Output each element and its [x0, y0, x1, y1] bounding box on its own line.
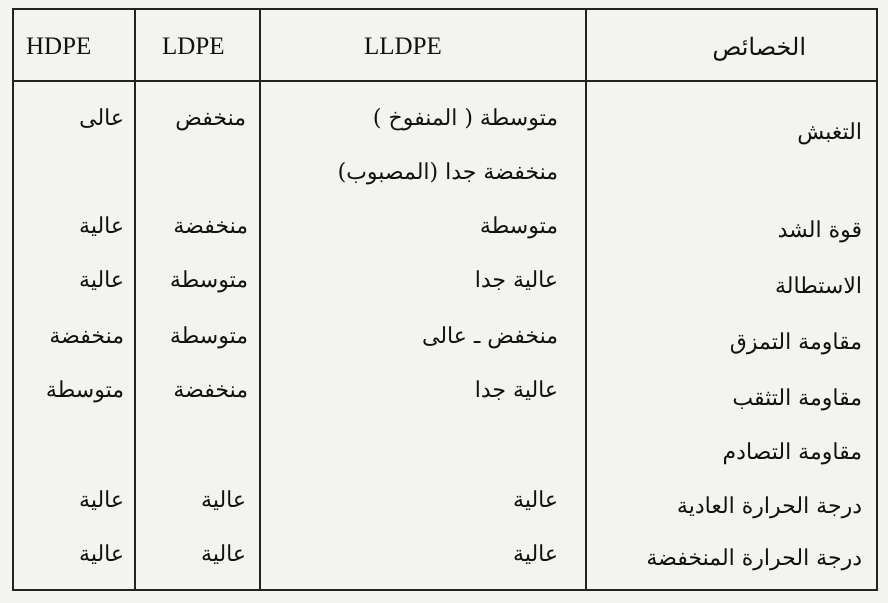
- table-cell-ldpe: متوسطة: [169, 268, 248, 293]
- table-cell-lldpe: عالية: [513, 488, 558, 513]
- table-cell-property: درجة الحرارة العادية: [676, 494, 862, 519]
- table-cell-ldpe: عالية: [201, 488, 246, 513]
- table-cell-lldpe: عالية جدا: [474, 378, 558, 403]
- table-cell-ldpe: متوسطة: [169, 324, 248, 349]
- header-lldpe: LLDPE: [364, 33, 442, 60]
- table-cell-property: التغبش: [797, 120, 862, 145]
- properties-table: [12, 8, 878, 591]
- column-divider: [134, 10, 136, 589]
- table-cell-lldpe: متوسطة ( المنفوخ ): [372, 106, 558, 131]
- table-cell-lldpe: منخفض ـ عالى: [421, 324, 558, 349]
- table-cell-property: مقاومة التصادم: [722, 440, 862, 465]
- table-cell-lldpe: عالية جدا: [474, 268, 558, 293]
- table-cell-ldpe: عالية: [201, 542, 246, 567]
- column-divider: [585, 10, 587, 589]
- table-cell-property: الاستطالة: [775, 274, 862, 299]
- header-hdpe: HDPE: [26, 33, 92, 60]
- table-cell-property: درجة الحرارة المنخفضة: [646, 546, 862, 571]
- table-cell-property: قوة الشد: [777, 218, 862, 243]
- header-ldpe: LDPE: [162, 33, 225, 60]
- header-property: الخصائص: [712, 33, 806, 61]
- table-cell-ldpe: منخفضة: [173, 378, 248, 403]
- table-cell-property: مقاومة التثقب: [732, 386, 862, 411]
- column-divider: [259, 10, 261, 589]
- table-cell-property: مقاومة التمزق: [729, 330, 862, 355]
- table-cell-lldpe: عالية: [513, 542, 558, 567]
- header-divider: [14, 80, 876, 82]
- table-cell-hdpe: متوسطة: [45, 378, 124, 403]
- table-cell-hdpe: عالية: [79, 542, 124, 567]
- table-cell-ldpe: منخفضة: [173, 214, 248, 239]
- table-cell-hdpe: عالى: [79, 106, 124, 131]
- table-cell-hdpe: عالية: [79, 214, 124, 239]
- table-cell-ldpe: منخفض: [175, 106, 246, 131]
- table-cell-lldpe: متوسطة: [479, 214, 558, 239]
- table-cell-hdpe: منخفضة: [49, 324, 124, 349]
- table-cell-hdpe: عالية: [79, 488, 124, 513]
- table-cell-lldpe: منخفضة جدا (المصبوب): [337, 160, 558, 185]
- table-cell-hdpe: عالية: [79, 268, 124, 293]
